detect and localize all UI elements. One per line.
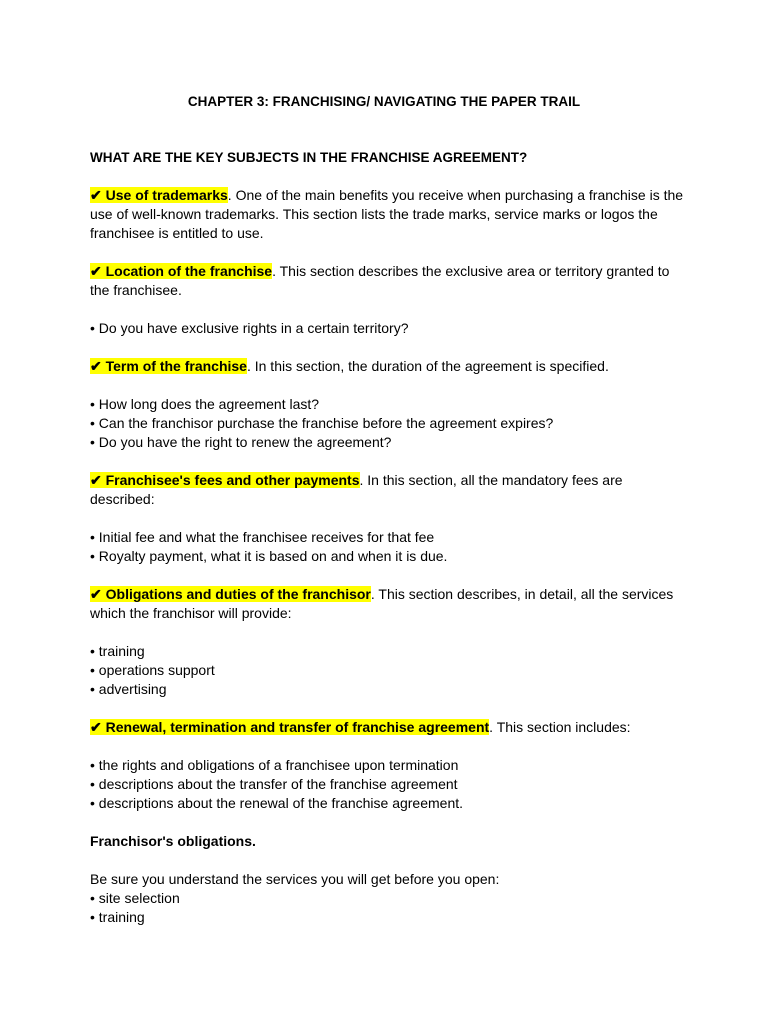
bullet-item xyxy=(90,433,690,452)
agreement-sections xyxy=(90,186,690,813)
bullet-text: operations support xyxy=(98,662,215,678)
bullet-glyph: • xyxy=(90,434,99,450)
section-heading-text: Term of the franchise xyxy=(105,358,247,374)
bullet-text: training xyxy=(98,909,145,925)
bullet-item xyxy=(90,661,690,680)
bullet-item xyxy=(90,414,690,433)
bullet-text: descriptions about the renewal of the franchise agreement. xyxy=(98,795,464,811)
bullet-text: Do you have exclusive rights in a certain territory? xyxy=(98,320,409,336)
checkmark-icon: ✔ xyxy=(90,586,106,602)
bullet-text: training xyxy=(98,643,145,659)
section-text: . In this section, the duration of the agreement is specified. xyxy=(246,358,609,374)
bullet-item xyxy=(90,528,690,547)
section-heading xyxy=(90,586,371,602)
section-text: . This section describes the exclusive area or territory granted to the franchisee. xyxy=(90,263,670,298)
section-heading-text: Location of the franchise xyxy=(105,263,273,279)
bullet-glyph: • xyxy=(90,890,99,906)
chapter-title: CHAPTER 3: FRANCHISING/ NAVIGATING THE PAPER TRAIL xyxy=(187,94,581,109)
section-bullets xyxy=(90,528,690,566)
bullet-text: Royalty payment, what it is based on and when it is due. xyxy=(98,548,448,564)
bullet-item xyxy=(90,908,690,927)
checkmark-icon: ✔ xyxy=(90,719,106,735)
section-text: . This section includes: xyxy=(489,719,631,735)
section-location-of-the-franchise xyxy=(90,262,690,300)
section-bullets xyxy=(90,642,690,699)
checkmark-icon: ✔ xyxy=(90,472,106,488)
bullet-glyph: • xyxy=(90,681,99,697)
bullet-text: descriptions about the transfer of the franchise agreement xyxy=(98,776,458,792)
bullet-text: Do you have the right to renew the agreement? xyxy=(98,434,392,450)
question-heading: WHAT ARE THE KEY SUBJECTS IN THE FRANCHISE AGREEMENT? xyxy=(90,150,528,165)
bullet-item xyxy=(90,547,690,566)
bullet-glyph: • xyxy=(90,662,99,678)
bullet-item xyxy=(90,794,690,813)
section-text: . This section describes, in detail, all the services which the franchisor will provide: xyxy=(90,586,674,621)
section-heading xyxy=(90,263,272,279)
bullet-glyph: • xyxy=(90,909,99,925)
bullet-text: How long does the agreement last? xyxy=(98,396,320,412)
bullet-item xyxy=(90,889,690,908)
bullet-glyph: • xyxy=(90,320,99,336)
section-use-of-trademarks xyxy=(90,186,690,243)
bullet-text: Initial fee and what the franchisee receives for that fee xyxy=(98,529,435,545)
section-heading-text: Use of trademarks xyxy=(105,187,228,203)
section-heading xyxy=(90,472,360,488)
section-bullets xyxy=(90,756,690,813)
bullet-text: advertising xyxy=(98,681,167,697)
bullet-text: Can the franchisor purchase the franchise before the agreement expires? xyxy=(98,415,554,431)
bullet-text: the rights and obligations of a franchisee upon termination xyxy=(98,757,459,773)
obligations-intro: Be sure you understand the services you will get before you open: xyxy=(90,871,500,887)
bullet-glyph: • xyxy=(90,396,99,412)
obligations-heading: Franchisor's obligations. xyxy=(90,833,256,849)
bullet-glyph: • xyxy=(90,415,99,431)
section-obligations-and-duties-of-the-franchisor xyxy=(90,585,690,623)
checkmark-icon: ✔ xyxy=(90,187,106,203)
bullet-glyph: • xyxy=(90,795,99,811)
bullet-glyph: • xyxy=(90,643,99,659)
bullet-item xyxy=(90,756,690,775)
section-heading-text: Obligations and duties of the franchisor xyxy=(105,586,371,602)
bullet-item xyxy=(90,680,690,699)
bullet-glyph: • xyxy=(90,776,99,792)
section-heading xyxy=(90,719,489,735)
section-bullets xyxy=(90,319,690,338)
section-renewal-termination-and-transfer-of-franchise-agreement xyxy=(90,718,690,737)
section-heading xyxy=(90,187,228,203)
section-franchisee-s-fees-and-other-payments xyxy=(90,471,690,509)
bullet-glyph: • xyxy=(90,548,99,564)
section-bullets xyxy=(90,395,690,452)
bullet-item xyxy=(90,319,690,338)
bullet-item xyxy=(90,775,690,794)
bullet-glyph: • xyxy=(90,529,99,545)
section-heading-text: Renewal, termination and transfer of franchise agreement xyxy=(105,719,490,735)
section-heading xyxy=(90,358,247,374)
bullet-text: site selection xyxy=(98,890,180,906)
obligations-list xyxy=(90,889,690,927)
bullet-glyph: • xyxy=(90,757,99,773)
bullet-item xyxy=(90,642,690,661)
section-text: . One of the main benefits you receive when purchasing a franchise is the use of well-known trademarks. This section lists the trade marks, service marks or logos the franchisee is entitled to use. xyxy=(90,187,684,241)
checkmark-icon: ✔ xyxy=(90,358,106,374)
document-body xyxy=(90,148,690,927)
checkmark-icon: ✔ xyxy=(90,263,106,279)
section-heading-text: Franchisee's fees and other payments xyxy=(105,472,360,488)
bullet-item xyxy=(90,395,690,414)
section-text: . In this section, all the mandatory fees are described: xyxy=(90,472,623,507)
section-term-of-the-franchise xyxy=(90,357,690,376)
